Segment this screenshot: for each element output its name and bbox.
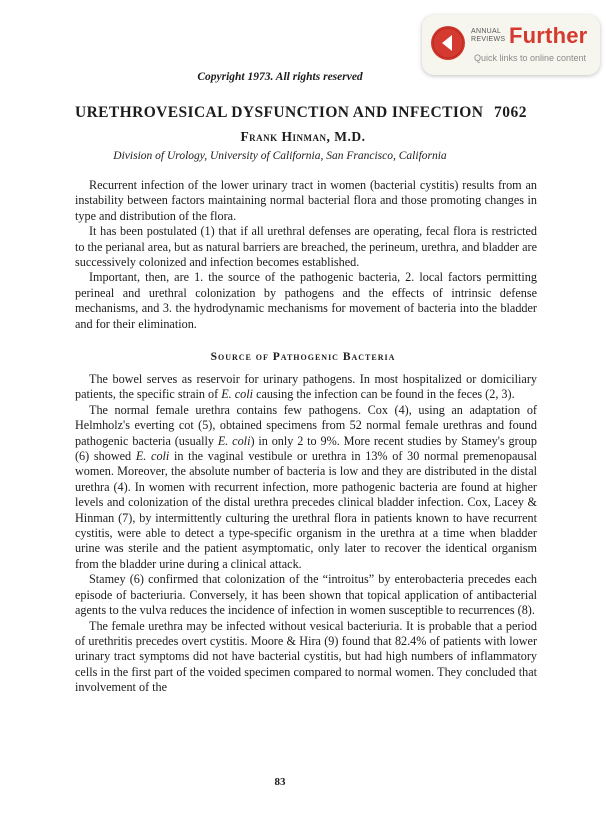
paragraph: Recurrent infection of the lower urinary tract in women (bacterial cystitis) results from an instability between factors maintaining normal bacterial flora and those promoting changes in type and distribution of the flora. <box>75 178 537 223</box>
paragraph: The normal female urethra contains few pathogens. Cox (4), using an adaptation of Helmholz's everting cot (5), obtained specimens from 52 normal female urethras and found pathogenic bacteria (usually E. coli) in only 2 to 9%. More recent studies by Stamey's group (6) showed E. coli in the vaginal vestibule or urethra in 13% of 30 normal premenopausal women. Moreover, the absolute number of bacteria is low and they are distributed in the distal urethra (4). In women with recurrent infection, more pathogenic bacteria are found at higher levels and colonization of the distal urethra precedes clinical bladder infection. Cox, Lacey & Hinman (7), by intermittently culturing the urethral flora in patients known to have recurrent cystitis, were able to detect a type-specific organism in the urethra at a time when bladder urine was sterile and the patient asymptomatic, only later to recover the identical organism from the bladder urine during a clinical attack. <box>75 402 537 571</box>
further-badge[interactable] <box>422 15 600 75</box>
species-name: E. coli <box>221 387 254 402</box>
article-number: 7062 <box>494 104 527 121</box>
intro-text <box>75 178 537 332</box>
section-text <box>75 372 537 696</box>
article-title: URETHROVESICAL DYSFUNCTION AND INFECTION <box>75 104 484 121</box>
author-affiliation: Division of Urology, University of California, San Francisco, California <box>113 150 447 162</box>
copyright-line: Copyright 1973. All rights reserved <box>197 71 363 83</box>
section-heading: Source of Pathogenic Bacteria <box>210 351 396 363</box>
paragraph: Stamey (6) confirmed that colonization of the “introitus” by enterobacteria precedes each episode of bacteriuria. Conversely, it has been shown that topical application of antibacterial agents to the vulva reduces the incidence of infection in women susceptible to recurrences (8). <box>75 572 537 618</box>
page-number: 83 <box>274 776 286 788</box>
further-subtitle: Quick links to online content <box>474 53 587 63</box>
paragraph: The bowel serves as reservoir for urinary pathogens. In most hospitalized or domiciliary patients, the specific strain of E. coli causing the infection can be found in the feces (2, 3). <box>75 372 537 402</box>
author-name: Frank Hinman, M.D. <box>240 129 366 144</box>
paragraph: It has been postulated (1) that if all urethral defenses are operating, fecal flora is restricted to the perianal area, but as natural barriers are breached, the perineum, urethra, and bladder are successively colonized and infection becomes established. <box>75 224 537 270</box>
annual-reviews-logo: ANNUAL REVIEWS <box>471 28 506 43</box>
further-title: Further <box>509 23 588 48</box>
species-name: E. coli <box>135 449 170 464</box>
play-icon <box>431 26 465 60</box>
paragraph: The female urethra may be infected without vesical bacteriuria. It is probable that a period of urethritis precedes overt cystitis. Moore & Hira (9) found that 82.4% of patients with lower urinary tract symptoms did not have bacterial cystitis, but had high numbers of inflammatory cells in the first part of the voided specimen compared to normal women. They concluded that involvement of the <box>75 618 537 695</box>
species-name: E. coli <box>217 433 251 448</box>
paragraph: Important, then, are 1. the source of the pathogenic bacteria, 2. local factors permitting perineal and urethral colonization by pathogens and the effects of intrinsic defense mechanisms, and 3. the hydrodynamic mechanisms for movement of bacteria into the bladder and for their elimination. <box>75 270 537 331</box>
